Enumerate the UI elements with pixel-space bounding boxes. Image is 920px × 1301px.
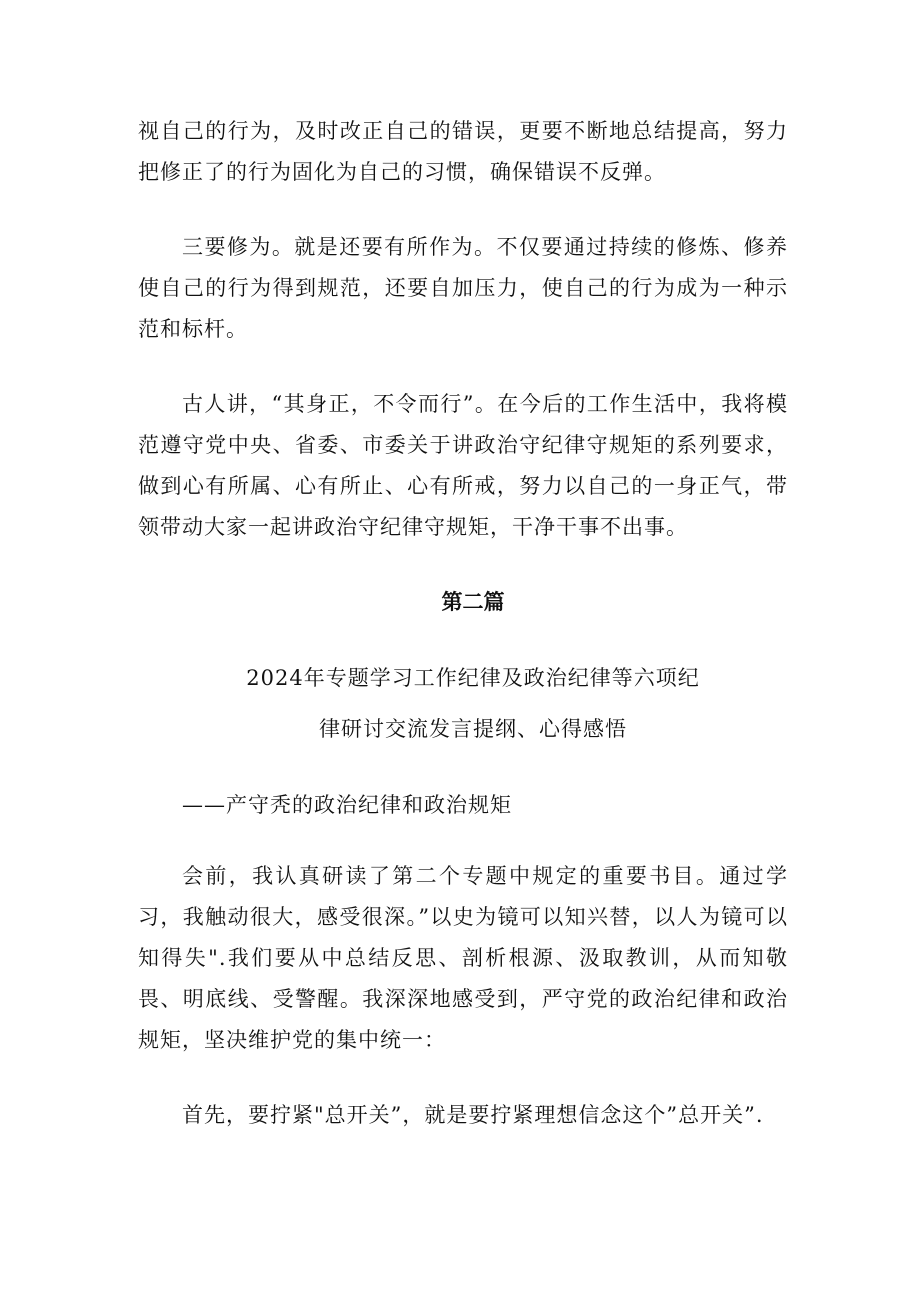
paragraph-first-point: 首先，要拧紧"总开关”，就是要拧紧理想信念这个”总开关”. (182, 1103, 764, 1127)
paragraph-ancient-saying: 古人讲，“其身正，不令而行”。在今后的工作生活中，我将模范遵守党中央、省委、市委关于讲政治守纪律守规矩的系列要求，做到心有所属、心有所止、心有所戒，努力以自己的一身正气，带领带动大家一起讲政治守纪律守规矩，干净干事不出事。 (138, 392, 788, 539)
paragraph-continued: 视自己的行为，及时改正自己的错误，更要不断地总结提高，努力把修正了的行为固化为自己的习惯，确保错误不反弹。 (138, 119, 788, 184)
document-subtitle: ——产守秃的政治纪律和政治规矩 (182, 793, 512, 817)
paragraph-cultivation: 三要修为。就是还要有所作为。不仅要通过持续的修炼、修养使自己的行为得到规范，还要自加压力，使自己的行为成为一种示范和标杆。 (138, 235, 788, 341)
document-body (138, 111, 788, 1136)
paragraph-study-reflection: 会前，我认真研读了第二个专题中规定的重要书目。通过学习，我触动很大，感受很深。”以史为镜可以知兴替，以人为镜可以知得失".我们要从中总结反思、剖析根源、汲取教训，从而知敬畏、明底线、受警醒。我深深地感受到，严守党的政治纪律和政治规矩，坚决维护党的集中统一： (138, 864, 788, 1052)
document-title-line-1: 2024年专题学习工作纪律及政治纪律等六项纪 (246, 666, 700, 690)
document-title-line-2: 律研讨交流发言提纲、心得感悟 (319, 717, 627, 741)
section-heading: 第二篇 (441, 590, 505, 614)
